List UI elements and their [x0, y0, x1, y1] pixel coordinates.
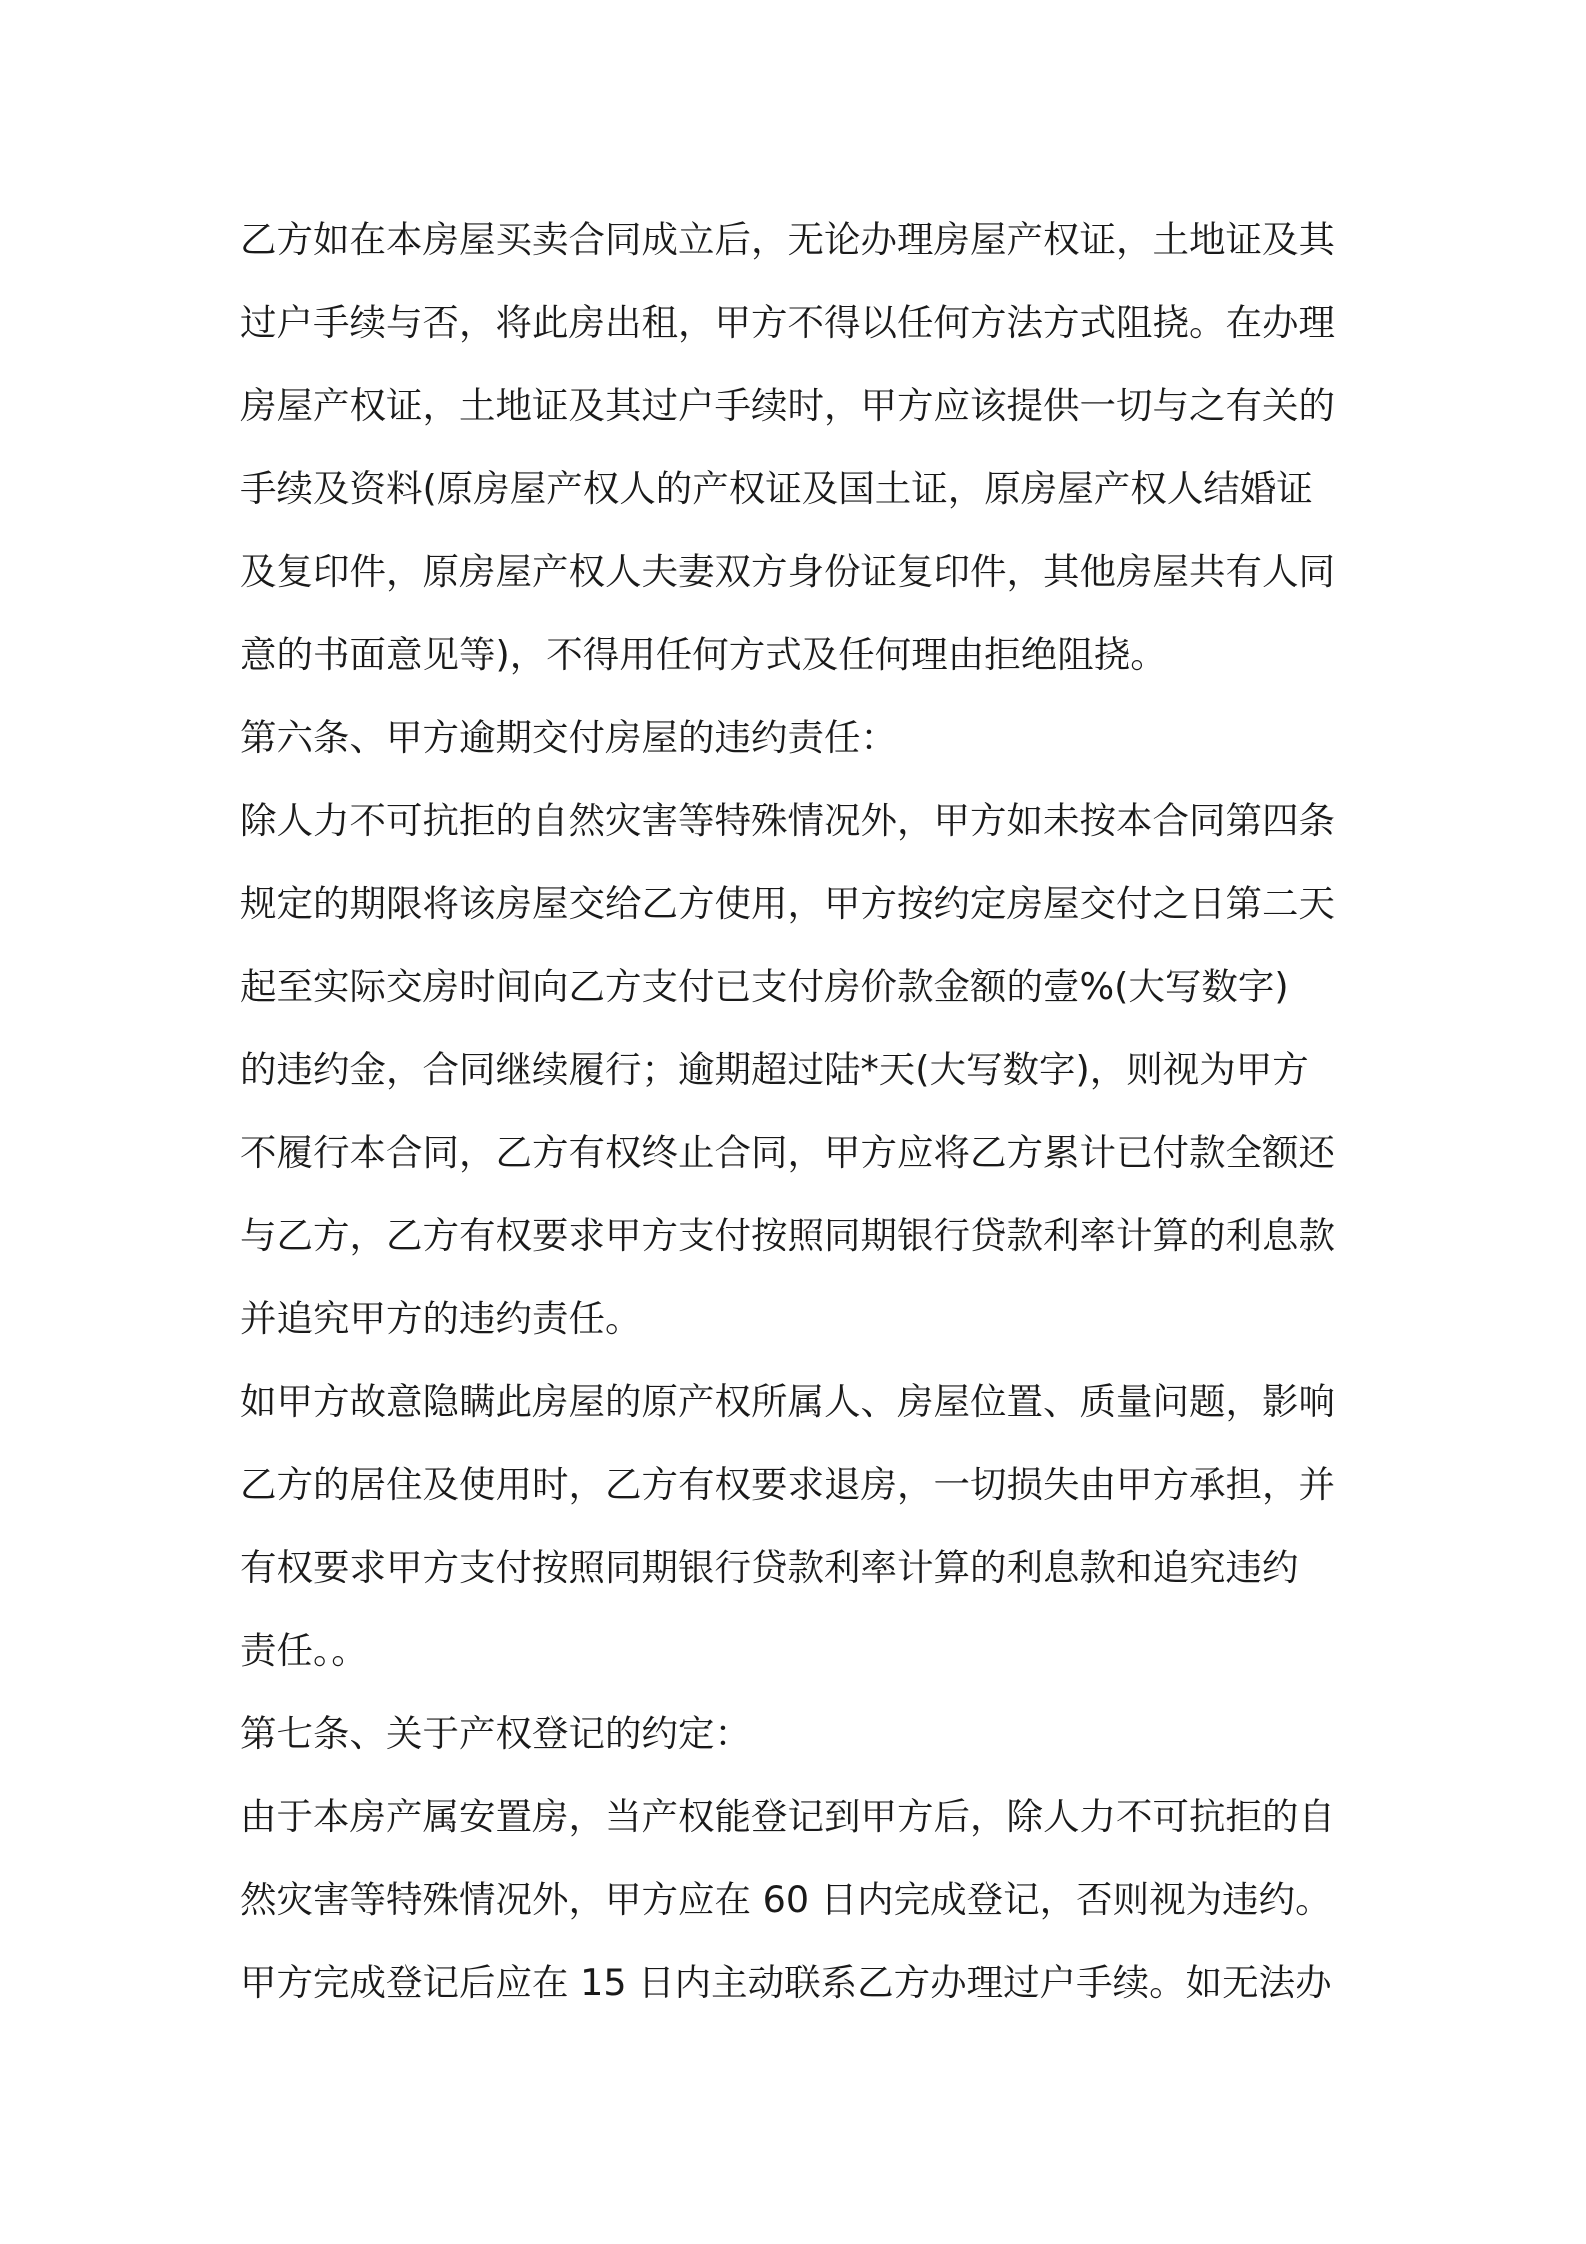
- text-line: 有权要求甲方支付按照同期银行贷款利率计算的利息款和追究违约: [240, 1546, 1299, 1589]
- text-line: 如甲方故意隐瞒此房屋的原产权所属人、房屋位置、质量问题，影响: [240, 1380, 1335, 1423]
- text-line: 房屋产权证，土地证及其过户手续时，甲方应该提供一切与之有关的: [240, 384, 1335, 427]
- text-line: 及复印件，原房屋产权人夫妻双方身份证复印件，其他房屋共有人同: [240, 550, 1335, 593]
- text-line: 并追究甲方的违约责任。: [240, 1297, 642, 1340]
- text-line: 手续及资料(原房屋产权人的产权证及国土证，原房屋产权人结婚证: [240, 467, 1313, 510]
- section-heading-article-6: 第六条、甲方逾期交付房屋的违约责任：: [240, 716, 897, 759]
- document-body: [240, 198, 1360, 2024]
- text-line: 规定的期限将该房屋交给乙方使用，甲方按约定房屋交付之日第二天: [240, 882, 1335, 925]
- text-line: 乙方的居住及使用时，乙方有权要求退房，一切损失由甲方承担，并: [240, 1463, 1335, 1506]
- text-line: 的违约金，合同继续履行；逾期超过陆*天(大写数字)，则视为甲方: [240, 1048, 1309, 1091]
- text-line: 由于本房产属安置房，当产权能登记到甲方后，除人力不可抗拒的自: [240, 1795, 1335, 1838]
- text-line: 过户手续与否，将此房出租，甲方不得以任何方法方式阻挠。在办理: [240, 301, 1335, 344]
- text-line: 责任。。: [240, 1629, 368, 1672]
- text-line: 乙方如在本房屋买卖合同成立后，无论办理房屋产权证，土地证及其: [240, 218, 1335, 261]
- section-heading-article-7: 第七条、关于产权登记的约定：: [240, 1712, 751, 1755]
- text-line: 意的书面意见等)，不得用任何方式及任何理由拒绝阻挠。: [240, 633, 1167, 676]
- text-line: 不履行本合同，乙方有权终止合同，甲方应将乙方累计已付款全额还: [240, 1131, 1335, 1174]
- text-line: 甲方完成登记后应在 15 日内主动联系乙方办理过户手续。如无法办: [240, 1961, 1332, 2004]
- text-line: 然灾害等特殊情况外，甲方应在 60 日内完成登记，否则视为违约。: [240, 1878, 1332, 1921]
- text-line: 与乙方，乙方有权要求甲方支付按照同期银行贷款利率计算的利息款: [240, 1214, 1335, 1257]
- text-line: 除人力不可抗拒的自然灾害等特殊情况外，甲方如未按本合同第四条: [240, 799, 1335, 842]
- text-line: 起至实际交房时间向乙方支付已支付房价款金额的壹%(大写数字): [240, 965, 1289, 1008]
